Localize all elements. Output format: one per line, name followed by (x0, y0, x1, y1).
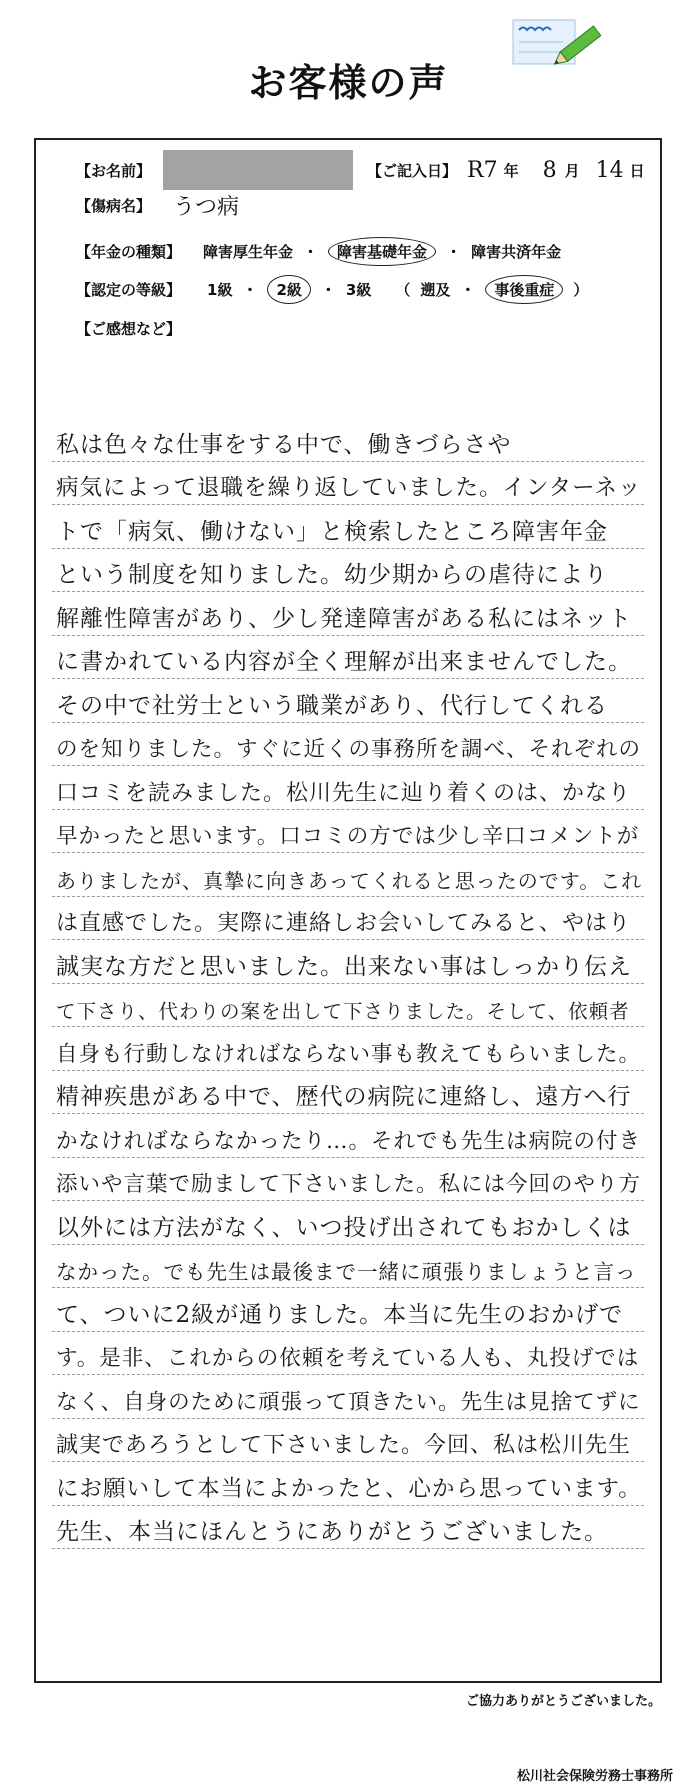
pension-option-kosei: 障害厚生年金 (203, 243, 294, 261)
comment-line (52, 853, 644, 897)
comment-line (52, 1288, 644, 1332)
pension-label: 【年金の種類】 (76, 243, 182, 261)
comment-line-text: 誠実な方だと思いました。出来ない事はしっかり伝え (56, 953, 632, 980)
illness-label: 【傷病名】 (76, 197, 152, 215)
redacted-name (163, 150, 353, 190)
comment-line (52, 418, 644, 462)
illness-value: うつ病 (173, 195, 240, 220)
illness-row (76, 190, 239, 221)
comment-line (52, 679, 644, 723)
comment-line-text: 以外には方法がなく、いつ投げ出されてもおかしくは (56, 1214, 632, 1241)
comment-line-text: その中で社労士という職業があり、代行してくれる (56, 692, 608, 719)
comment-line-text: ありましたが、真摯に向きあってくれると思ったのです。これ (56, 868, 643, 893)
comment-line (52, 1332, 644, 1376)
comment-line (52, 1027, 644, 1071)
thanks-text: ご協力ありがとうございました。 (465, 1694, 661, 1709)
comment-line (52, 1245, 644, 1289)
pension-row: 【年金の種類】 障害厚生年金 ・ 障害基礎年金 ・ 障害共済年金 (76, 237, 571, 266)
comment-line (52, 723, 644, 767)
grade-option-3: 3級 (345, 281, 372, 299)
comment-line (52, 1375, 644, 1419)
name-row (76, 150, 645, 190)
date-label: 【ご記入日】 (367, 161, 458, 180)
comment-line (52, 505, 644, 549)
comment-line (52, 1506, 644, 1550)
comment-line (52, 1201, 644, 1245)
comment-line (52, 897, 644, 941)
name-label: 【お名前】 (76, 161, 152, 180)
comment-line-text: なく、自身のために頑張って頂きたい。先生は見捨てずに (56, 1389, 641, 1415)
grade-option-1: 1級 (207, 281, 233, 299)
comment-line-text: に書かれている内容が全く理解が出来ませんでした。 (56, 649, 632, 675)
date-day: 14 (595, 157, 624, 183)
pension-option-kyosai: 障害共済年金 (471, 243, 562, 261)
comment-line-text: 私は色々な仕事をする中で、働きづらさや (56, 431, 512, 458)
comment-line-text: かなければならなかったり…。それでも先生は病院の付き (56, 1128, 642, 1154)
date-month-unit: 月 (564, 161, 580, 180)
comment-line-text: トで「病気、働けない」と検索したところ障害年金 (56, 518, 608, 545)
pension-option-kiso-selected: 障害基礎年金 (328, 237, 436, 266)
grade-option-subsequent-selected: 事後重症 (485, 275, 563, 304)
comment-line (52, 592, 644, 636)
comment-line-text: にお願いして本当によかったと、心から思っています。 (56, 1475, 642, 1502)
comment-line-text: という制度を知りました。幼少期からの虐待により (56, 562, 608, 588)
grade-label: 【認定の等級】 (76, 281, 182, 299)
comment-line-text: 誠実であろうとして下さいました。今回、私は松川先生 (56, 1433, 632, 1458)
comment-line-text: は直感でした。実際に連絡しお会いしてみると、やはり (56, 911, 632, 936)
comment-line-text: 自身も行動しなければならない事も教えてもらいました。 (56, 1041, 642, 1067)
grade-option-retroactive: 遡及 (420, 281, 451, 299)
comment-line (52, 766, 644, 810)
comments-row (76, 318, 181, 339)
comment-line-text: て下さり、代わりの案を出して下さりました。そして、依頼者 (56, 1000, 630, 1023)
comment-line-text: 先生、本当にほんとうにありがとうございました。 (56, 1519, 608, 1545)
comment-line (52, 636, 644, 680)
date-month: 8 (542, 157, 557, 183)
comment-line (52, 1114, 644, 1158)
comment-line-text: のを知りました。すぐに近くの事務所を調べ、それぞれの (56, 737, 642, 762)
comment-line-text: 解離性障害があり、少し発達障害がある私にはネット (56, 605, 632, 632)
date-day-unit: 日 (629, 161, 645, 180)
comment-lines (52, 418, 644, 1549)
date-era: R7 (467, 157, 498, 183)
comment-line (52, 462, 644, 506)
comment-line-text: 早かったと思います。口コミの方では少し辛口コメントが (56, 824, 640, 849)
comment-line-text: 病気によって退職を繰り返していました。インターネッ (56, 475, 642, 501)
comment-line (52, 1462, 644, 1506)
comment-line (52, 549, 644, 593)
page-title: お客様の声 (248, 61, 449, 105)
comment-line-text: なかった。でも先生は最後まで一緒に頑張りましょうと言っ (56, 1260, 637, 1284)
comment-line (52, 940, 644, 984)
comment-line (52, 1071, 644, 1115)
comment-line-text: 精神疾患がある中で、歴代の病院に連絡し、遠方へ行 (56, 1084, 632, 1110)
comment-line-text: す。是非、これからの依頼を考えている人も、丸投げでは (56, 1346, 640, 1371)
grade-option-2-selected: 2級 (267, 275, 310, 304)
comment-line (52, 1158, 644, 1202)
comments-label: 【ご感想など】 (76, 320, 182, 338)
grade-row: 【認定の等級】 1級 ・ 2級 ・ 3級 （ 遡及 ・ 事後重症 ） (76, 275, 588, 304)
office-name: 松川社会保険労務士事務所 (516, 1769, 673, 1784)
comment-line (52, 810, 644, 854)
comment-line-text: 口コミを読みました。松川先生に辿り着くのは、かなり (56, 780, 632, 806)
comment-line (52, 984, 644, 1028)
comment-line-text: て、ついに2級が通りました。本当に先生のおかげで (56, 1301, 624, 1328)
comment-line-text: 添いや言葉で励まして下さいました。私には今回のやり方 (56, 1172, 642, 1197)
date-year-unit: 年 (503, 161, 519, 180)
comment-line (52, 1419, 644, 1463)
